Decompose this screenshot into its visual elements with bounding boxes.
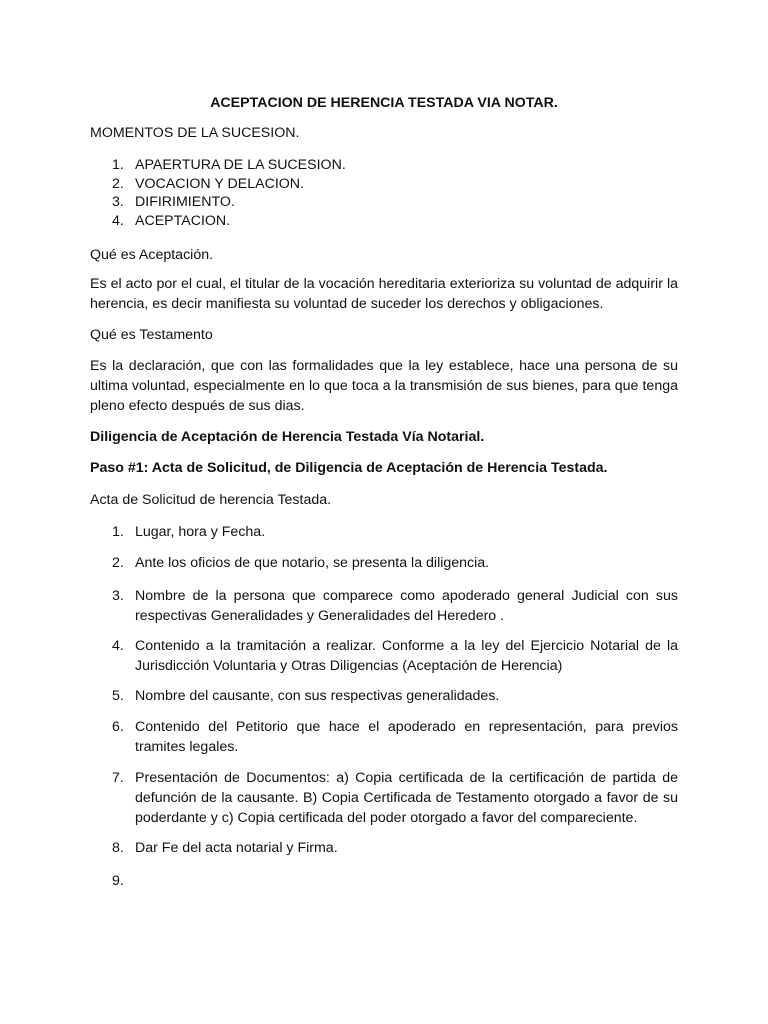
step-item: 5. Nombre del causante, con sus respectivas generalidades. (112, 688, 500, 704)
step-item: 3. Nombre de la persona que comparece como apoderado general Judicial con sus respectivas Generalidades y Generalidades del Heredero . (112, 588, 678, 624)
momentos-heading: MOMENTOS DE LA SUCESION. (90, 125, 300, 141)
acta-label: Acta de Solicitud de herencia Testada. (90, 492, 332, 508)
list-item: 1. APAERTURA DE LA SUCESION. (112, 157, 346, 173)
question-aceptacion: Qué es Aceptación. (90, 247, 214, 263)
document-title: ACEPTACION DE HERENCIA TESTADA VIA NOTAR. (210, 95, 558, 111)
momentos-list (90, 156, 678, 230)
step-item: 7. Presentación de Documentos: a) Copia certificada de la certificación de partida de defunción de la causante. B) Copia Certificada de Testamento otorgado a favor de su poderdante y c) Copia certificada del poder otorgado a favor del compareciente. (112, 770, 678, 826)
document-page: ACEPTACION DE HERENCIA TESTADA VIA NOTAR. MOMENTOS DE LA SUCESION. 1. APAERTURA DE LA SUCESION. 2. VOCACION Y DELACION. 3. DIFIRIMIENTO. 4. ACEPTACION. Qué es Aceptación. Es el acto por el cual, el titular de la vocación hereditaria exterioriza su voluntad de adquirir la herencia, es decir manifiesta su voluntad de suceder los derechos y obligaciones. Qué es Testamento Es la declaración, que con las formalidades que la ley establece, hace una persona de su ultima voluntad, especialmente en lo que toca a la transmisión de sus bienes, para que tenga pleno efecto después de sus dias. Diligencia de Aceptación de Herencia Testada Vía Notarial. Paso #1: Acta de Solicitud, de Diligencia de Aceptación de Herencia Testada. Acta de Solicitud de herencia Testada. 1. Lugar, hora y Fecha. 2. Ante los oficios de que notario, se presenta la diligencia. 3. Nombre de la persona que comparece como apoderado general Judicial con sus respectivas Generalidades y Generalidades del Heredero . 4. Contenido a la tramitación a realizar. Conforme a la ley del Ejercicio Notarial de la Jurisdicción Voluntaria y Otras Diligencias (Aceptación de Herencia) 5. Nombre del causante, con sus respectivas generalidades. 6. Contenido del Petitorio que hace el apoderado en representación, para previos tramites legales. 7. Presentación de Documentos: a) Copia certificada de la certificación de partida de defunción de la causante. B) Copia Certificada de Testamento otorgado a favor de su poderdante y c) Copia certificada del poder otorgado a favor del compareciente. 8. Dar Fe del acta notarial y Firma. 9. (0, 0, 768, 1024)
paragraph-testamento: Es la declaración, que con las formalidades que la ley establece, hace una persona de su ultima voluntad, especialmente en lo que toca a la transmisión de sus bienes, para que tenga pleno efecto después de sus dias. (90, 358, 678, 414)
question-testamento: Qué es Testamento (90, 327, 213, 343)
heading-paso-1: Paso #1: Acta de Solicitud, de Diligencia de Aceptación de Herencia Testada. (90, 460, 608, 476)
list-item: 4. ACEPTACION. (112, 212, 231, 229)
step-item: 8. Dar Fe del acta notarial y Firma. (112, 840, 338, 856)
list-item: 3. DIFIRIMIENTO. (112, 194, 235, 210)
step-item: 4. Contenido a la tramitación a realizar. Conforme a la ley del Ejercicio Notarial de la Jurisdicción Voluntaria y Otras Diligencias (Aceptación de Herencia) (112, 638, 678, 674)
heading-diligencia: Diligencia de Aceptación de Herencia Testada Vía Notarial. (90, 429, 485, 445)
step-item: 6. Contenido del Petitorio que hace el apoderado en representación, para previos tramites legales. (112, 719, 678, 755)
step-item: 2. Ante los oficios de que notario, se presenta la diligencia. (112, 555, 490, 571)
step-item: 1. Lugar, hora y Fecha. (112, 524, 266, 540)
list-item: 2. VOCACION Y DELACION. (112, 175, 304, 192)
paragraph-aceptacion: Es el acto por el cual, el titular de la vocación hereditaria exterioriza su voluntad de adquirir la herencia, es decir manifiesta su voluntad de suceder los derechos y obligaciones. (90, 276, 678, 312)
